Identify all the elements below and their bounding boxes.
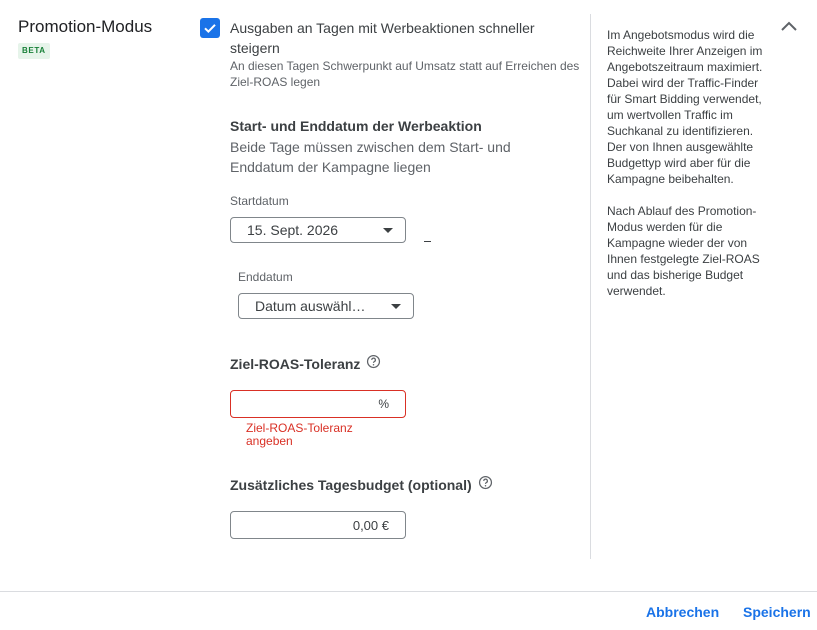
vertical-divider [590, 14, 591, 559]
caret-down-icon [391, 304, 401, 309]
beta-badge: BETA [18, 43, 50, 59]
date-range-separator [424, 241, 431, 242]
sidebar-paragraph-1: Im Angebotsmodus wird die Reichweite Ihrer Anzeigen im Angebotszeitraum maximiert. Dabei wird der Traffic-Finder für Smart Bidding verwendet, um wertvollen Traffic im Suchkanal zu identifizieren. Der von Ihnen ausgewählte Budgettyp wird aber für die Kampagne beibehalten. [607, 28, 763, 186]
save-button[interactable]: Speichern [743, 604, 811, 620]
daily-budget-input[interactable] [230, 511, 406, 539]
sidebar-help [607, 27, 767, 315]
checkbox-help-text: An diesen Tagen Schwerpunkt auf Umsatz statt auf Erreichen des Ziel-ROAS legen [230, 59, 580, 89]
caret-down-icon [383, 228, 393, 233]
daily-budget-value: 0,00 € [352, 517, 389, 533]
chevron-up-icon[interactable] [778, 18, 800, 34]
start-date-dropdown[interactable] [230, 217, 406, 243]
end-date-dropdown[interactable] [238, 293, 414, 319]
dates-title: Start- und Enddatum der Werbeaktion [230, 118, 482, 134]
roas-tolerance-input[interactable] [230, 390, 406, 418]
help-circle-icon[interactable] [366, 354, 381, 369]
help-circle-icon[interactable] [478, 475, 493, 490]
start-date-value: 15. Sept. 2026 [247, 222, 339, 238]
end-date-value: Datum auswähl… [255, 298, 366, 314]
footer-divider [0, 591, 817, 592]
roas-error-message: Ziel-ROAS-Toleranz angeben [246, 421, 353, 448]
check-icon [202, 20, 218, 36]
budget-title: Zusätzliches Tagesbudget (optional) [230, 477, 472, 493]
percent-suffix: % [378, 397, 389, 411]
start-date-label: Startdatum [230, 194, 289, 208]
roas-title: Ziel-ROAS-Toleranz [230, 356, 361, 372]
checkbox-label[interactable]: Ausgaben an Tagen mit Werbeaktionen schneller steigern [230, 20, 535, 56]
dates-description: Beide Tage müssen zwischen dem Start- und Enddatum der Kampagne liegen [230, 139, 511, 175]
cancel-button[interactable]: Abbrechen [646, 604, 720, 620]
end-date-label: Enddatum [238, 270, 293, 284]
section-title: Promotion-Modus [18, 17, 153, 36]
promotion-mode-checkbox[interactable] [200, 18, 220, 38]
sidebar-paragraph-2: Nach Ablauf des Promotion-Modus werden für die Kampagne wieder der von Ihnen festgelegte Ziel-ROAS und das bisherige Budget verwendet. [607, 204, 760, 298]
